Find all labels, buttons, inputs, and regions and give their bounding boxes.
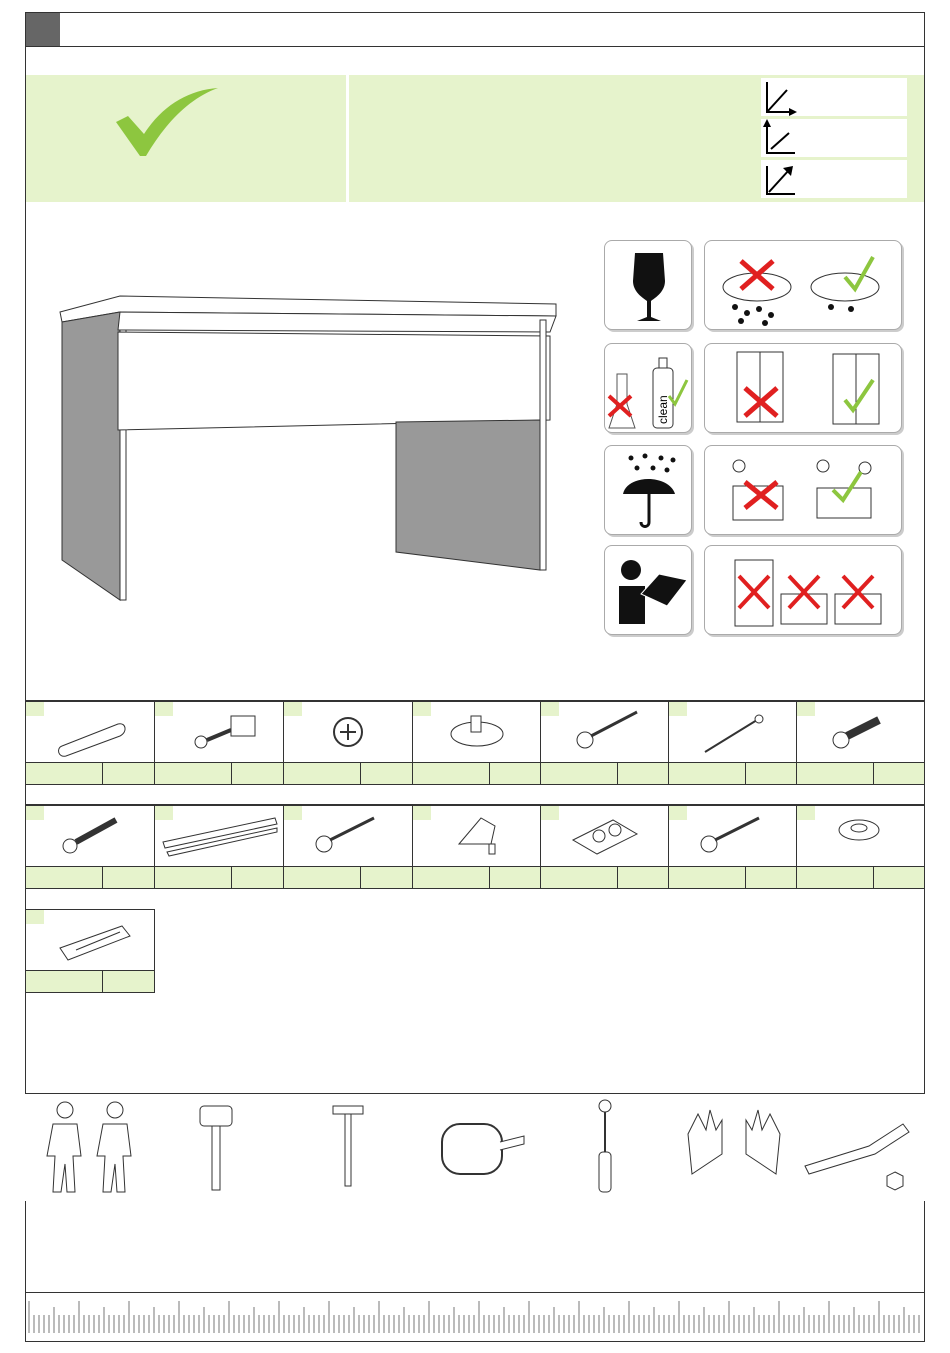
cam-bolt-icon	[155, 702, 283, 762]
item-number	[284, 702, 302, 716]
item-number	[155, 806, 173, 820]
quantity-box	[283, 762, 361, 785]
hammer-icon	[283, 1094, 411, 1200]
quantity-box	[745, 762, 798, 785]
measurement-ruler	[25, 1292, 925, 1342]
quantity-box	[873, 866, 925, 889]
quantity-box	[540, 866, 618, 889]
quantity-box	[360, 762, 413, 785]
item-number	[155, 702, 173, 716]
quantity-box	[873, 762, 925, 785]
quantity-box	[231, 866, 284, 889]
item-number	[541, 702, 559, 716]
quantity-box	[412, 762, 490, 785]
item-number	[413, 806, 431, 820]
quantity-box	[154, 762, 232, 785]
item-number	[669, 702, 687, 716]
tool-cell	[283, 1094, 413, 1201]
tool-cell	[154, 1094, 284, 1201]
quantity-box	[668, 866, 746, 889]
hardware-cell	[540, 701, 670, 763]
quantity-box	[745, 866, 798, 889]
item-number	[669, 806, 687, 820]
divider	[25, 804, 925, 805]
quantity-box	[360, 866, 413, 889]
glide-icon	[413, 702, 541, 762]
item-number	[26, 806, 44, 820]
washer-cap-icon	[797, 806, 925, 866]
quantity-box	[796, 866, 874, 889]
tools-row	[25, 1093, 925, 1201]
item-number	[413, 702, 431, 716]
hardware-cell	[283, 805, 413, 867]
shelf-support-icon	[413, 806, 541, 866]
tool-cell	[670, 1094, 800, 1201]
cam-lock-icon	[284, 702, 412, 762]
quantity-box	[489, 866, 542, 889]
hardware-cell	[796, 701, 925, 763]
hardware-cell	[25, 701, 155, 763]
wood-screw-icon	[284, 806, 412, 866]
rubber-mallet-icon	[154, 1094, 282, 1200]
phillips-screwdriver-icon	[541, 1094, 669, 1200]
quantity-box	[25, 970, 103, 993]
item-number	[284, 806, 302, 820]
hardware-cell	[25, 805, 155, 867]
item-number	[797, 806, 815, 820]
quantity-box	[25, 762, 103, 785]
quantity-box	[617, 866, 670, 889]
euro-screw-icon	[26, 806, 154, 866]
clean-label: clean	[656, 395, 670, 424]
hardware-cell	[154, 701, 284, 763]
quantity-box	[412, 866, 490, 889]
hardware-cell	[412, 805, 542, 867]
hardware-cell	[25, 909, 155, 971]
hardware-cell	[412, 701, 542, 763]
quantity-box	[102, 762, 155, 785]
tool-cell	[25, 1094, 155, 1201]
drawer-slide-icon	[155, 806, 283, 866]
wood-screw-icon	[669, 806, 797, 866]
short-screw-icon	[797, 702, 925, 762]
quantity-box	[489, 762, 542, 785]
quantity-box	[25, 866, 103, 889]
quantity-box	[154, 866, 232, 889]
dowel-icon	[26, 702, 154, 762]
connector-plate-icon	[541, 806, 669, 866]
allen-key-icon	[799, 1094, 925, 1200]
quantity-box	[283, 866, 361, 889]
nail-icon	[669, 702, 797, 762]
wood-screw-icon	[541, 702, 669, 762]
quantity-box	[102, 866, 155, 889]
item-number	[797, 702, 815, 716]
hardware-cell	[540, 805, 670, 867]
hardware-cell	[283, 701, 413, 763]
item-number	[26, 910, 44, 924]
tool-cell	[799, 1094, 925, 1201]
gloves-icon	[670, 1094, 798, 1200]
item-number	[541, 806, 559, 820]
quantity-box	[796, 762, 874, 785]
hardware-cell	[668, 805, 798, 867]
hardware-cell	[154, 805, 284, 867]
hardware-cell	[668, 701, 798, 763]
two-people-icon	[25, 1094, 153, 1200]
item-number	[26, 702, 44, 716]
hardware-cell	[796, 805, 925, 867]
divider	[25, 700, 925, 701]
quantity-box	[231, 762, 284, 785]
tool-cell	[412, 1094, 542, 1201]
quantity-box	[102, 970, 155, 993]
quantity-box	[617, 762, 670, 785]
quantity-box	[668, 762, 746, 785]
quantity-box	[540, 762, 618, 785]
tool-cell	[541, 1094, 671, 1201]
tape-measure-icon	[412, 1094, 540, 1200]
plastic-bracket-icon	[26, 910, 154, 970]
